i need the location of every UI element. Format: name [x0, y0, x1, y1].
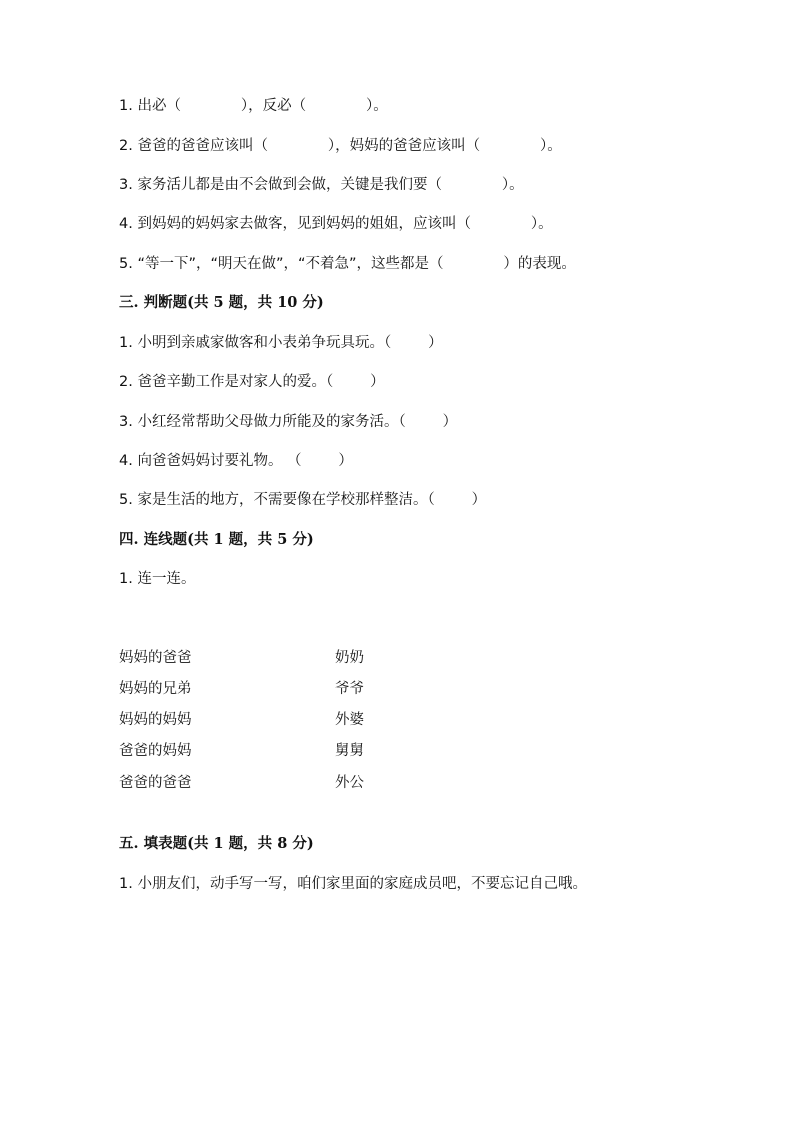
match-right-item-2: 爷爷 — [335, 681, 364, 697]
judge-item-1: 1. 小明到亲戚家做客和小表弟争玩具玩。（ ） — [119, 335, 443, 351]
judge-item-3: 3. 小红经常帮助父母做力所能及的家务活。（ ） — [119, 414, 458, 430]
judge-item-2: 2. 爸爸辛勤工作是对家人的爱。（ ） — [119, 374, 385, 390]
fill-blank-item-4: 4. 到妈妈的妈妈家去做客，见到妈妈的姐姐，应该叫（ ）。 — [119, 216, 553, 232]
match-right-item-1: 奶奶 — [335, 650, 364, 666]
match-section-heading: 四. 连线题(共 1 题，共 5 分) — [119, 531, 314, 548]
match-left-item-3: 妈妈的妈妈 — [119, 712, 192, 728]
table-fill-section-heading: 五. 填表题(共 1 题，共 8 分) — [119, 835, 314, 852]
fill-blank-item-5: 5. “等一下”，“明天在做”，“不着急”，这些都是（ ）的表现。 — [119, 256, 576, 272]
fill-blank-item-2: 2. 爸爸的爸爸应该叫（ ），妈妈的爸爸应该叫（ ）。 — [119, 138, 562, 154]
fill-blank-item-3: 3. 家务活儿都是由不会做到会做，关键是我们要（ ）。 — [119, 177, 524, 193]
fill-blank-item-1: 1. 出必（ ），反必（ ）。 — [119, 98, 388, 114]
match-left-item-2: 妈妈的兄弟 — [119, 681, 192, 697]
judge-item-5: 5. 家是生活的地方，不需要像在学校那样整洁。（ ） — [119, 492, 487, 508]
match-right-item-4: 舅舅 — [335, 743, 364, 759]
match-left-item-4: 爸爸的妈妈 — [119, 743, 192, 759]
match-right-item-5: 外公 — [335, 775, 364, 791]
match-left-item-5: 爸爸的爸爸 — [119, 775, 192, 791]
judge-item-4: 4. 向爸爸妈妈讨要礼物。 （ ） — [119, 453, 353, 469]
match-question: 1. 连一连。 — [119, 571, 196, 587]
match-left-item-1: 妈妈的爸爸 — [119, 650, 192, 666]
judge-section-heading: 三. 判断题(共 5 题，共 10 分) — [119, 294, 324, 311]
table-fill-question: 1. 小朋友们，动手写一写，咱们家里面的家庭成员吧，不要忘记自己哦。 — [119, 876, 587, 892]
match-right-item-3: 外婆 — [335, 712, 364, 728]
